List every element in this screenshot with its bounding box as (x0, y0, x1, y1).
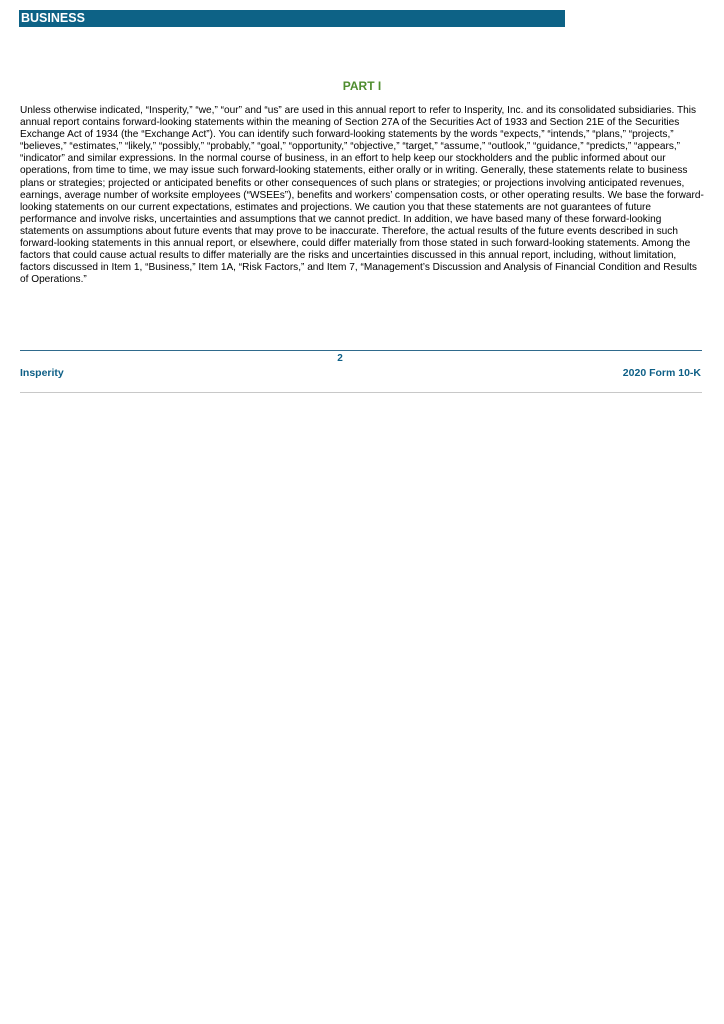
footer-bottom-rule (20, 392, 702, 393)
footer-top-rule (20, 350, 702, 351)
page-number: 2 (337, 353, 343, 364)
section-title-banner: BUSINESS (19, 10, 565, 27)
footer-form-label: 2020 Form 10-K (622, 367, 701, 379)
part-heading: PART I (342, 79, 382, 93)
footer-company-name: Insperity (20, 367, 64, 379)
forward-looking-statement-paragraph: Unless otherwise indicated, “Insperity,” “we,” “our” and “us” are used in this annual report to refer to Insperity, Inc. and its consolidated subsidiaries. This annual report contains forward-looking statements within the meaning of Section 27A of the Securities Act of 1933 and Section 21E of the Securities Exchange Act of 1934 (the “Exchange Act”). You can identify such forward-looking statements by the words “expects,” “intends,” “plans,” “projects,” “believes,” “estimates,” “likely,” “possibly,” “probably,” “goal,” “opportunity,” “objective,” “target,” “assume,” “outlook,” “guidance,” “predicts,” “appears,” “indicator” and similar expressions. In the normal course of business, in an effort to help keep our stockholders and the public informed about our operations, from time to time, we may issue such forward-looking statements, either orally or in writing. Generally, these statements relate to business plans or strategies; projected or anticipated benefits or other consequences of such plans or strategies; or projections involving anticipated revenues, earnings, average number of worksite employees (“WSEEs”), benefits and workers’ compensation costs, or other operating results. We base the forward-looking statements on our current expectations, estimates and projections. We caution you that these statements are not guarantees of future performance and involve risks, uncertainties and assumptions that we cannot predict. In addition, we have based many of these forward-looking statements on assumptions about future events that may prove to be inaccurate. Therefore, the actual results of the future events described in such forward-looking statements in this annual report, or elsewhere, could differ materially from those stated in such forward-looking statements. Among the factors that could cause actual results to differ materially are the risks and uncertainties discussed in this annual report, including, without limitation, factors discussed in Item 1, “Business,” Item 1A, “Risk Factors,” and Item 7, “Management’s Discussion and Analysis of Financial Condition and Results of Operations.” (20, 105, 704, 286)
